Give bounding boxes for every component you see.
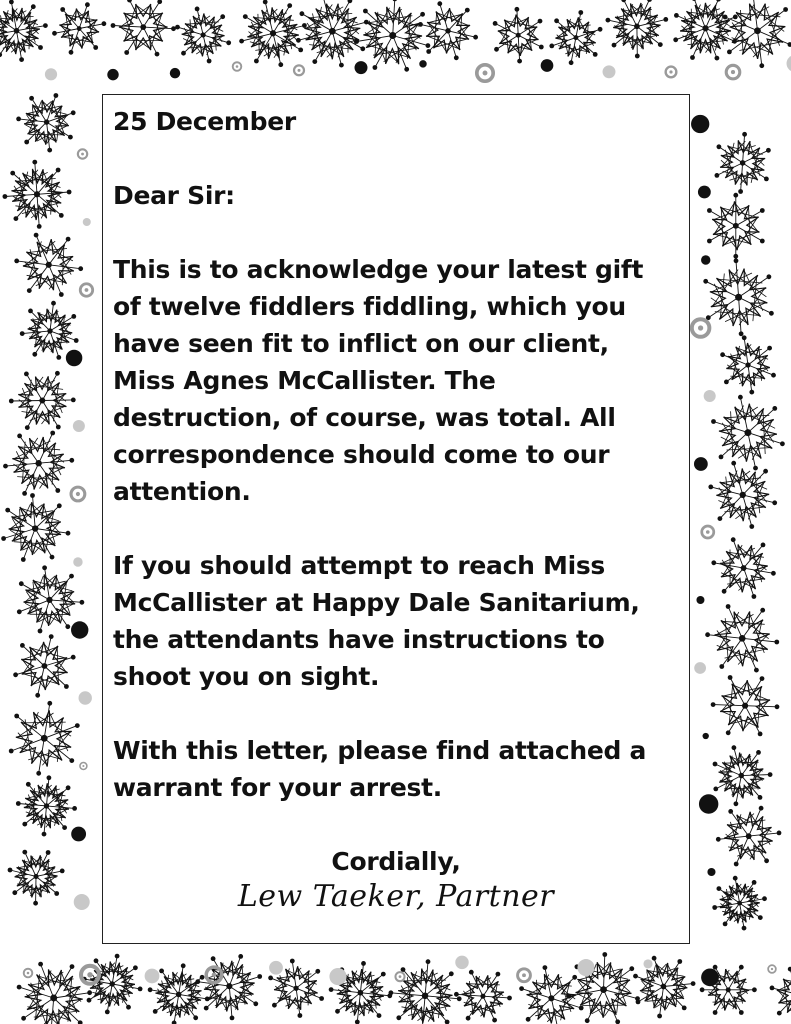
body-line: McCallister at Happy Dale Sanitarium, <box>113 588 640 617</box>
ring-dot-ornament <box>170 68 180 78</box>
snowflake-ornament <box>52 2 106 54</box>
snowflake-ornament <box>723 0 791 68</box>
body-line: Miss Agnes McCallister. The <box>113 366 496 395</box>
ring-dot-ornament <box>71 487 85 501</box>
snowflake-ornament <box>195 954 262 1020</box>
body-line: This is to acknowledge your latest gift <box>113 255 644 284</box>
snowflake-ornament <box>711 675 780 736</box>
letter-date: 25 December <box>113 107 296 136</box>
ring-dot-ornament <box>691 115 709 133</box>
snowflake-ornament <box>14 233 83 297</box>
ring-dot-ornament <box>701 968 719 986</box>
ring-dot-ornament <box>702 526 714 538</box>
ring-dot-ornament <box>518 969 531 982</box>
snowflake-ornament <box>606 0 669 58</box>
snowflake-ornament <box>8 850 65 906</box>
ring-dot-ornament <box>704 390 716 402</box>
ring-dot-ornament <box>107 69 118 80</box>
body-line: of twelve fiddlers fiddling, which you <box>113 292 626 321</box>
ring-dot-ornament <box>73 557 82 566</box>
snowflake-ornament <box>454 970 512 1023</box>
snowflake-ornament <box>770 967 791 1022</box>
ring-dot-ornament <box>24 969 33 978</box>
ring-dot-ornament <box>80 763 87 770</box>
ring-dot-ornament <box>74 894 90 910</box>
snowflake-ornament <box>713 745 773 806</box>
ring-dot-ornament <box>419 60 426 67</box>
ring-dot-ornament <box>233 62 242 71</box>
snowflake-ornament <box>707 193 765 259</box>
body-line: correspondence should come to our <box>113 440 610 469</box>
snowflake-ornament <box>703 258 774 336</box>
snowflake-ornament <box>9 371 76 430</box>
body-line: If you should attempt to reach Miss <box>113 551 606 580</box>
snowflake-ornament <box>711 395 785 471</box>
ring-dot-ornament <box>269 961 283 975</box>
body-paragraph-2 <box>113 547 679 695</box>
ring-dot-ornament <box>71 827 86 842</box>
snowflake-ornament <box>716 806 782 867</box>
snowflake-ornament <box>720 335 776 394</box>
snowflake-ornament <box>493 7 544 64</box>
snowflake-ornament <box>239 0 307 67</box>
ring-dot-ornament <box>66 350 82 366</box>
letter-closing: Cordially, <box>331 847 461 876</box>
ring-dot-ornament <box>80 284 92 296</box>
ring-dot-ornament <box>787 55 791 72</box>
snowflake-ornament <box>111 0 176 56</box>
letter-signature: Lew Taeker, Partner <box>237 879 555 914</box>
ring-dot-ornament <box>707 868 715 876</box>
body-line: have seen fit to inflict on our client, <box>113 329 609 358</box>
snowflake-ornament <box>0 0 48 62</box>
ring-dot-ornament <box>694 662 706 674</box>
body-line: destruction, of course, was total. All <box>113 403 616 432</box>
snowflake-ornament <box>633 956 695 1019</box>
ring-dot-ornament <box>703 733 709 739</box>
ring-dot-ornament <box>477 65 493 81</box>
snowflake-ornament <box>711 537 775 599</box>
snowflake-ornament <box>549 10 602 65</box>
body-paragraph-3 <box>113 732 679 806</box>
ring-dot-ornament <box>395 972 404 981</box>
body-line: shoot you on sight. <box>113 662 380 691</box>
snowflake-ornament <box>354 0 430 72</box>
ring-dot-ornament <box>45 68 57 80</box>
ring-dot-ornament <box>455 956 468 969</box>
ring-dot-ornament <box>694 457 708 471</box>
ring-dot-ornament <box>699 794 718 813</box>
ring-dot-ornament <box>73 420 85 432</box>
ring-dot-ornament <box>81 966 99 984</box>
body-line: attention. <box>113 477 251 506</box>
ring-dot-ornament <box>701 255 710 264</box>
snowflake-ornament <box>712 876 767 931</box>
snowflake-ornament <box>1 493 70 562</box>
body-line: warrant for your arrest. <box>113 773 442 802</box>
ring-dot-ornament <box>541 59 554 72</box>
snowflake-ornament <box>16 775 77 836</box>
snowflake-ornament <box>715 132 771 194</box>
snowflake-ornament <box>13 634 75 698</box>
snowflake-ornament <box>389 959 462 1024</box>
snowflake-ornament <box>20 301 79 360</box>
snowflake-ornament <box>705 604 779 672</box>
ring-dot-ornament <box>145 969 160 984</box>
snowflake-ornament <box>16 93 75 152</box>
snowflake-ornament <box>418 1 478 60</box>
ring-dot-ornament <box>294 65 304 75</box>
ring-dot-ornament <box>768 965 776 973</box>
ring-dot-ornament <box>726 65 740 79</box>
snowflake-ornament <box>708 461 777 529</box>
ring-dot-ornament <box>355 61 368 74</box>
ring-dot-ornament <box>71 621 88 638</box>
letter-salutation: Dear Sir: <box>113 181 235 210</box>
ring-dot-ornament <box>698 186 711 199</box>
ring-dot-ornament <box>603 65 616 78</box>
body-paragraph-1 <box>113 251 679 510</box>
body-line: With this letter, please find attached a <box>113 736 647 765</box>
snowflake-ornament <box>3 160 72 229</box>
letter-page <box>102 94 690 944</box>
ring-dot-ornament <box>666 67 677 78</box>
body-line: the attendants have instructions to <box>113 625 605 654</box>
ring-dot-ornament <box>83 218 91 226</box>
ring-dot-ornament <box>79 691 92 704</box>
ring-dot-ornament <box>696 596 704 604</box>
ring-dot-ornament <box>692 319 710 337</box>
ring-dot-ornament <box>577 959 594 976</box>
snowflake-ornament <box>296 0 369 67</box>
snowflake-ornament <box>17 565 84 633</box>
snowflake-ornament <box>567 952 640 1024</box>
ring-dot-ornament <box>78 149 87 158</box>
snowflake-ornament <box>3 431 74 496</box>
snowflake-ornament <box>9 701 80 776</box>
ring-dot-ornament <box>329 968 346 985</box>
snowflake-ornament <box>175 6 231 63</box>
ring-dot-ornament <box>643 959 652 968</box>
